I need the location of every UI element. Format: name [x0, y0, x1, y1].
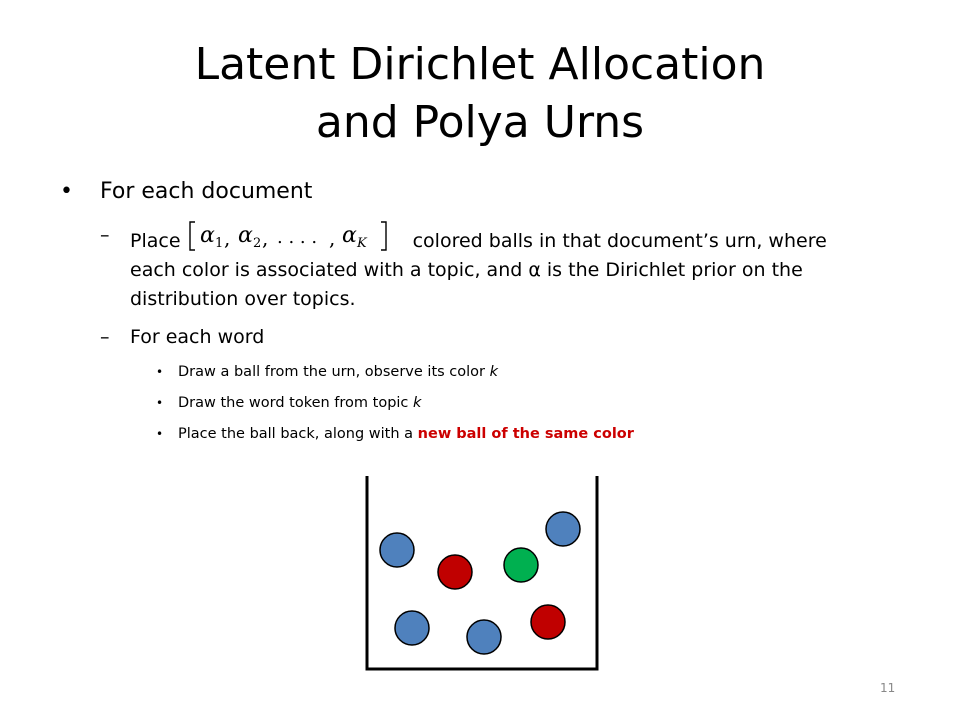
blue-ball — [380, 533, 414, 567]
alpha-1: α — [199, 223, 215, 248]
blue-ball — [546, 512, 580, 546]
title-line-1: Latent Dirichlet Allocation — [194, 39, 766, 90]
red-ball — [531, 605, 565, 639]
alpha-k-subscript: K — [356, 236, 367, 251]
alpha-2-subscript: 2 — [252, 236, 261, 251]
bullet-for-each-document: • For each document — [100, 177, 312, 207]
red-ball — [438, 555, 472, 589]
step-place-back-text: Place the ball back, along with a — [178, 426, 414, 442]
dash-marker: – — [100, 326, 110, 348]
green-ball — [504, 548, 538, 582]
blue-ball — [467, 620, 501, 654]
alpha-vector-formula — [187, 221, 407, 251]
step-draw-ball-text: Draw a ball from the urn, observe its color — [178, 364, 485, 380]
page-number: 11 — [880, 681, 896, 695]
ellipsis: . . . . — [276, 227, 317, 248]
for-each-word-item — [100, 323, 910, 352]
blue-ball — [395, 611, 429, 645]
slide-title — [0, 36, 960, 152]
left-bracket — [190, 222, 195, 250]
right-bracket — [381, 222, 386, 250]
comma-1: , — [223, 226, 230, 250]
place-line-3: distribution over topics. — [130, 288, 356, 310]
title-line-2: and Polya Urns — [315, 97, 645, 148]
step-draw-ball — [178, 362, 498, 382]
step-draw-word — [178, 393, 421, 413]
polya-urn-illustration — [362, 474, 602, 678]
step-draw-ball-var: k — [489, 364, 499, 380]
place-suffix: colored balls in that document’s urn, where — [412, 230, 827, 252]
alpha-k: α — [341, 223, 357, 248]
alpha-1-subscript: 1 — [214, 236, 223, 251]
step-draw-word-var: k — [413, 395, 422, 411]
comma-2: , — [261, 226, 268, 250]
dash-marker: – — [100, 224, 110, 246]
step-place-back — [178, 424, 634, 444]
place-balls-item — [100, 221, 910, 314]
for-each-word-label: For each word — [130, 326, 265, 348]
step-place-back-highlight: new ball of the same color — [417, 426, 634, 442]
alpha-2: α — [237, 223, 253, 248]
place-prefix: Place — [130, 230, 181, 252]
place-line-2: each color is associated with a topic, and α is the Dirichlet prior on the — [130, 259, 803, 281]
comma-3: , — [328, 226, 335, 250]
step-draw-word-text: Draw the word token from topic — [178, 395, 409, 411]
